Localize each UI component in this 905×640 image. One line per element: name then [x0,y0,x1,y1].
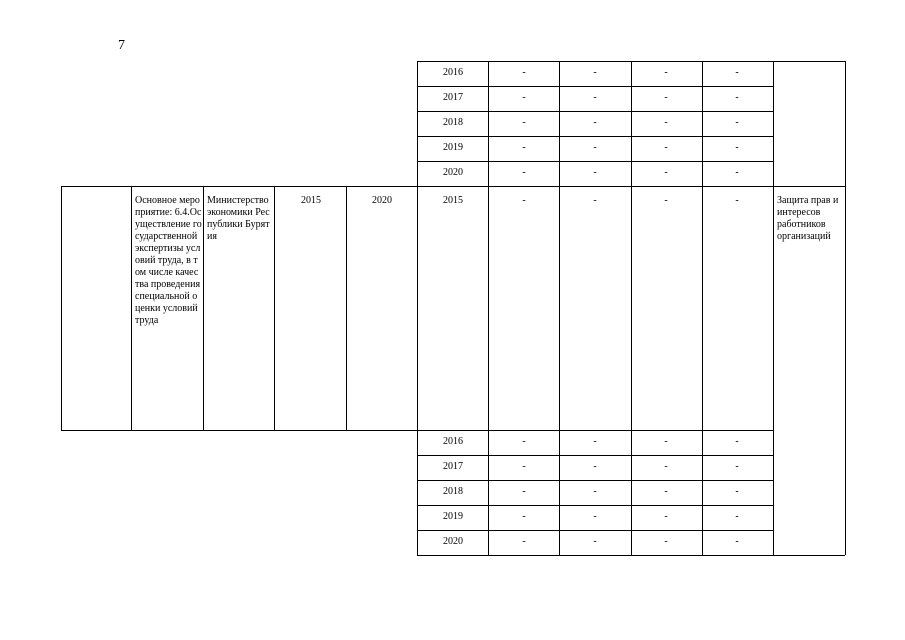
page-number: 7 [118,38,125,53]
value-cell: - [664,195,668,206]
value-cell: - [522,92,526,103]
grid-line [417,186,418,430]
grid-line [417,61,774,62]
grid-line [631,186,632,430]
grid-line [417,136,774,137]
grid-line [488,186,489,430]
grid-line [773,430,774,555]
year-cell: 2016 [443,67,463,78]
grid-line [417,455,774,456]
grid-line [61,186,845,187]
value-cell: - [593,461,597,472]
grid-line [702,186,703,430]
value-cell: - [522,117,526,128]
grid-line [773,555,845,556]
value-cell: - [735,67,739,78]
year-cell: 2017 [443,461,463,472]
value-cell: - [593,117,597,128]
value-cell: - [664,511,668,522]
value-cell: - [664,461,668,472]
value-cell: - [593,486,597,497]
value-cell: - [735,142,739,153]
year-cell: 2018 [443,117,463,128]
year-cell: 2019 [443,142,463,153]
value-cell: - [522,511,526,522]
value-cell: - [735,461,739,472]
value-cell: - [735,436,739,447]
value-cell: - [735,167,739,178]
grid-line [417,111,774,112]
year-cell: 2016 [443,436,463,447]
grid-line [417,86,774,87]
result-cell: Защита прав и интересов работников организаций [777,195,839,242]
value-cell: - [522,142,526,153]
value-cell: - [593,195,597,206]
grid-line [845,61,846,186]
value-cell: - [664,117,668,128]
grid-line [417,430,774,431]
grid-line [417,530,774,531]
value-cell: - [593,167,597,178]
year-cell: 2015 [443,195,463,206]
grid-line [845,186,846,430]
value-cell: - [593,92,597,103]
grid-line [417,480,774,481]
value-cell: - [593,536,597,547]
value-cell: - [593,511,597,522]
year-cell: 2020 [443,536,463,547]
value-cell: - [522,486,526,497]
grid-line [417,505,774,506]
grid-line [417,555,774,556]
year-cell: 2020 [443,167,463,178]
value-cell: - [522,195,526,206]
value-cell: - [593,142,597,153]
value-cell: - [735,92,739,103]
grid-line [203,186,204,430]
grid-line [845,430,846,555]
value-cell: - [664,142,668,153]
value-cell: - [735,486,739,497]
value-cell: - [735,536,739,547]
grid-line [131,186,132,430]
value-cell: - [735,511,739,522]
value-cell: - [735,195,739,206]
value-cell: - [664,167,668,178]
grid-line [773,61,845,62]
grid-line [559,186,560,430]
executor-cell: Министерство экономики Республики Бурятия [207,195,270,242]
end-year-cell: 2020 [372,195,392,206]
grid-line [417,161,774,162]
value-cell: - [522,167,526,178]
grid-line [61,186,62,430]
grid-line [773,186,774,430]
year-cell: 2018 [443,486,463,497]
year-cell: 2017 [443,92,463,103]
value-cell: - [593,436,597,447]
value-cell: - [593,67,597,78]
value-cell: - [664,67,668,78]
grid-line [274,186,275,430]
grid-line [773,61,774,186]
value-cell: - [735,117,739,128]
value-cell: - [522,67,526,78]
value-cell: - [522,536,526,547]
measure-cell: Основное мероприятие: 6.4.Осуществление государственной экспертизы условий труда, в том числе качества проведения специальной оценки условий труда [135,195,202,326]
value-cell: - [522,461,526,472]
value-cell: - [664,436,668,447]
value-cell: - [664,536,668,547]
value-cell: - [522,436,526,447]
grid-line [346,186,347,430]
year-cell: 2019 [443,511,463,522]
value-cell: - [664,92,668,103]
value-cell: - [664,486,668,497]
start-year-cell: 2015 [301,195,321,206]
